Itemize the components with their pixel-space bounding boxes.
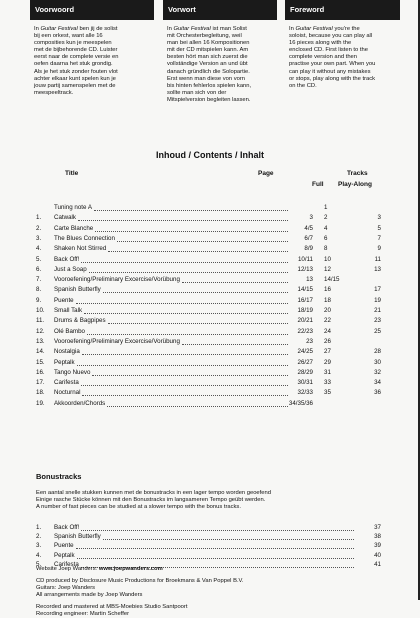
- toc-row: [36, 348, 381, 356]
- row-number: 16.: [36, 368, 45, 376]
- paragraph-line: complete version and then: [289, 54, 357, 61]
- bonus-row: [36, 542, 381, 550]
- row-title: Vooroefening/Preliminary Excercise/Vorübung: [54, 276, 180, 284]
- row-track-full: 26: [324, 337, 331, 345]
- toc-row: [36, 265, 381, 274]
- toc-row: [36, 327, 381, 336]
- row-page: 13: [306, 276, 313, 284]
- toc-title: Inhoud / Contents / Inhalt: [156, 150, 264, 160]
- row-track-playalong: 17: [374, 286, 381, 294]
- col-full-header: Full: [312, 181, 324, 188]
- paragraph-line: composities kun je meespelen: [34, 40, 112, 47]
- dot-leader: [81, 525, 354, 531]
- row-track-full: 8: [324, 245, 328, 253]
- bonus-number: 1.: [36, 524, 42, 531]
- row-track-playalong: 11: [374, 255, 381, 263]
- row-title: Catwalk: [54, 214, 77, 222]
- row-number: 15.: [36, 358, 45, 366]
- row-page: 6/7: [304, 234, 313, 242]
- row-track-playalong: 21: [374, 307, 381, 314]
- row-title: Small Talk: [54, 307, 83, 314]
- dot-leader: [94, 205, 288, 211]
- bonus-number: 2.: [36, 533, 42, 541]
- row-track-full: 2: [324, 214, 328, 222]
- heading-vorwort: Vorwort: [163, 0, 277, 20]
- row-title: Nocturnal: [54, 389, 81, 397]
- row-title: Drums & Bagpipes: [54, 317, 106, 325]
- row-track-playalong: 25: [374, 327, 381, 335]
- bonus-title-text: Carifesta: [54, 560, 79, 568]
- toc-row: [36, 317, 381, 325]
- row-title: Akkoorden/Chords: [54, 399, 106, 407]
- toc-row: [36, 245, 381, 253]
- row-track-full: 16: [324, 286, 331, 294]
- bonus-title-text: Puente: [54, 542, 74, 550]
- row-track-full: 35: [324, 389, 331, 397]
- paragraph-line: [34, 26, 156, 33]
- row-number: 2.: [36, 224, 42, 232]
- row-page: 8/9: [304, 245, 313, 253]
- row-track-playalong: 19: [374, 296, 381, 304]
- row-track-playalong: 30: [374, 358, 381, 366]
- row-page: 34/35/36: [288, 399, 313, 407]
- paragraph-line: danach gründlich die Solopartie.: [167, 68, 250, 75]
- bonus-number: 3.: [36, 542, 42, 550]
- paragraph-line: vollständige Version an und übt: [167, 61, 248, 68]
- dot-leader: [76, 543, 354, 549]
- row-track-playalong: 3: [377, 214, 381, 222]
- row-number: 13.: [36, 337, 45, 345]
- row-number: 10.: [36, 307, 45, 314]
- row-track-playalong: 7: [377, 234, 381, 242]
- paragraph-line: achter elkaar kunt spelen kun je: [34, 75, 116, 82]
- row-number: 12.: [36, 327, 45, 335]
- text-fragment: In: [289, 26, 296, 32]
- vorwort-text: [167, 26, 279, 104]
- bonus-title: Bonustracks: [36, 472, 82, 481]
- paragraph-line: jouw partij samenspelen met de: [34, 82, 116, 89]
- row-title: Back Off!: [54, 255, 80, 263]
- toc-row: [36, 358, 381, 367]
- bonus-track: 38: [374, 533, 381, 541]
- paragraph-line: man bei allen 16 Kompositionen: [167, 40, 250, 47]
- row-title: Carte Blanche: [54, 224, 94, 232]
- toc-row: [36, 286, 381, 294]
- toc-row: [36, 224, 381, 233]
- paragraph-line: enclosed CD. First listen to the: [289, 47, 368, 54]
- toc-row: [36, 379, 381, 387]
- paragraph-line: sollte man sich von der: [167, 89, 227, 96]
- row-number: 18.: [36, 389, 45, 397]
- row-page: 14/15: [297, 286, 313, 294]
- credit-line: Guitars: Joep Wanders: [36, 585, 96, 592]
- toc-row: [36, 276, 356, 284]
- row-track-playalong: 32: [374, 368, 381, 376]
- text-fragment: you're the: [332, 26, 360, 32]
- row-page: 12/13: [297, 265, 313, 273]
- row-track-full: 1: [324, 204, 328, 211]
- row-title: Spanish Butterfly: [54, 286, 101, 294]
- row-number: 5.: [36, 255, 42, 263]
- col-title-header: Title: [65, 170, 79, 177]
- paragraph-line: 16 pieces along with the: [289, 40, 352, 47]
- row-page: 32/33: [297, 389, 313, 397]
- row-number: 14.: [36, 348, 45, 356]
- row-track-playalong: 13: [374, 265, 381, 273]
- paragraph-line: bij een orkest, want alle 16: [34, 33, 103, 40]
- recording-line: Recorded and mastered at MBS-Moebies Studio Santpoort: [36, 604, 188, 610]
- row-page: 3: [309, 214, 313, 222]
- paragraph-line: [289, 26, 404, 33]
- row-track-full: 10: [324, 255, 331, 263]
- row-track-playalong: 5: [377, 224, 381, 232]
- row-title: Olé Bambo: [54, 327, 85, 335]
- row-title: Tuning note A: [54, 204, 92, 211]
- website-line: [36, 566, 163, 573]
- bonus-track: 40: [374, 551, 381, 559]
- row-track-playalong: 23: [374, 317, 381, 325]
- paragraph-line: met de bijbehorende CD. Luister: [34, 47, 118, 54]
- row-number: 4.: [36, 245, 42, 253]
- paragraph-line: bis hinten fehlerlos spielen kann,: [167, 82, 252, 89]
- row-page: 24/25: [297, 348, 313, 356]
- paragraph-line: Mitspielversion begleiten lassen.: [167, 96, 251, 103]
- text-fragment: In: [34, 26, 41, 32]
- row-track-playalong: 34: [374, 379, 381, 387]
- paragraph-line: mit der CD mitspielen kann. Am: [167, 47, 249, 54]
- recording-credits: [36, 604, 187, 618]
- row-title: Puente: [54, 296, 74, 304]
- bonus-desc-de: Einige rasche Stücke können mit den Bonustracks im langsameren Tempo geübt werden.: [36, 497, 266, 503]
- row-number: 6.: [36, 265, 42, 273]
- row-track-playalong: 9: [377, 245, 381, 253]
- row-track-full: 14/15: [324, 276, 340, 284]
- row-track-playalong: 36: [374, 389, 381, 397]
- bonus-track: 37: [374, 524, 381, 531]
- row-number: 17.: [36, 379, 45, 387]
- bonus-row: [36, 551, 381, 560]
- toc-row: [36, 214, 381, 222]
- paragraph-line: Erst wenn man diese von vorn: [167, 75, 245, 82]
- paragraph-line: can play it without any mistakes: [289, 68, 371, 75]
- website-label: Website Joep Wanders:: [36, 566, 99, 572]
- row-page: 22/23: [297, 327, 313, 335]
- credit-line: CD produced by Disclosure Music Productions for Broekmans & Van Poppel B.V.: [36, 578, 244, 584]
- text-fragment: In: [167, 26, 174, 32]
- row-title: Just a Soap: [54, 265, 87, 273]
- bonus-title-text: Peptalk: [54, 551, 75, 559]
- bonus-desc-en: A number of fast pieces can be studied at a slower tempo with the bonus tracks.: [36, 504, 241, 510]
- text-fragment: ben jij de solist: [77, 26, 118, 32]
- toc-row: [36, 338, 356, 346]
- row-track-full: 24: [324, 327, 331, 335]
- row-track-full: 20: [324, 307, 331, 314]
- row-title: Shaken Not Stirred: [54, 245, 107, 253]
- row-page: 20/21: [297, 317, 313, 325]
- toc-row: [36, 400, 356, 408]
- toc-row: [36, 296, 381, 305]
- row-title: Nostalgia: [54, 348, 80, 356]
- col-playalong-header: Play-Along: [338, 181, 372, 188]
- text-fragment: ist man Solist: [210, 26, 247, 32]
- row-track-full: 22: [324, 317, 331, 325]
- row-track-full: 18: [324, 296, 331, 304]
- row-number: 11.: [36, 317, 45, 325]
- dot-leader: [77, 553, 354, 559]
- credit-line: All arrangements made by Joep Wanders: [36, 592, 143, 599]
- row-page: 18/19: [297, 307, 313, 314]
- book-title: Guitar Festival: [173, 26, 211, 32]
- credits: [36, 578, 244, 599]
- row-track-full: 31: [324, 368, 331, 376]
- website-link[interactable]: www.joepwanders.com: [98, 566, 163, 572]
- paragraph-line: on the CD.: [289, 82, 317, 89]
- paragraph-line: meespeeltrack.: [34, 89, 74, 96]
- bonus-row: [36, 533, 381, 541]
- row-title: Tango Nuevo: [54, 368, 91, 376]
- row-page: 10/11: [297, 255, 313, 263]
- bonus-desc-nl: Een aantal snelle stukken kunnen met de bonustracks in een lager tempo worden geoefend: [36, 490, 271, 496]
- row-page: 30/31: [297, 379, 313, 387]
- row-track-full: 12: [324, 265, 331, 273]
- row-title: Vooroefening/Preliminary Excercise/Vorübung: [54, 337, 180, 345]
- foreword-text: [289, 26, 404, 90]
- row-number: 8.: [36, 286, 42, 294]
- paragraph-line: besten hört man sich zuerst die: [167, 54, 248, 61]
- toc-row: [36, 307, 381, 315]
- dot-leader: [103, 534, 354, 540]
- col-tracks-header: Tracks: [347, 170, 368, 177]
- bonus-track: 39: [374, 542, 381, 550]
- book-title: Guitar Festival: [295, 26, 333, 32]
- row-page: 23: [306, 337, 313, 345]
- toc-row: [36, 204, 356, 212]
- row-number: 9.: [36, 296, 42, 304]
- heading-voorwoord: Voorwoord: [30, 0, 154, 20]
- row-title: Peptalk: [54, 358, 75, 366]
- book-title: Guitar Festival: [40, 26, 78, 32]
- col-page-header: Page: [258, 170, 274, 177]
- row-number: 3.: [36, 234, 42, 242]
- row-track-playalong: 28: [374, 348, 381, 356]
- paragraph-line: eerst naar de complete versie en: [34, 54, 119, 61]
- row-title: The Blues Connection: [54, 234, 115, 242]
- row-number: 19.: [36, 399, 45, 407]
- row-track-full: 27: [324, 348, 331, 356]
- voorwoord-text: [34, 26, 156, 97]
- row-page: 28/29: [297, 368, 313, 376]
- paragraph-line: mit Orchesterbegleitung, weil: [167, 33, 242, 40]
- toc-row: [36, 368, 381, 377]
- bonus-title-text: Back Off!: [54, 524, 80, 531]
- row-track-full: 4: [324, 224, 328, 232]
- row-title: Carifesta: [54, 379, 79, 387]
- paragraph-line: or stops, play along with the track: [289, 75, 376, 82]
- row-page: 26/27: [297, 358, 313, 366]
- toc-row: [36, 234, 381, 243]
- row-number: 7.: [36, 276, 42, 284]
- heading-foreword: Foreword: [285, 0, 400, 20]
- toc-row: [36, 389, 381, 397]
- bonus-title-text: Spanish Butterfly: [54, 533, 101, 541]
- paragraph-line: soloist, because you can play all: [289, 33, 373, 40]
- bonus-row: [36, 524, 381, 532]
- recording-line: Recording engineer: Martin Scheffer: [36, 611, 130, 618]
- row-track-full: 29: [324, 358, 331, 366]
- row-number: 1.: [36, 214, 42, 222]
- row-track-full: 33: [324, 379, 331, 387]
- row-track-full: 6: [324, 234, 328, 242]
- paragraph-line: Als je het stuk zonder fouten vlot: [34, 68, 118, 75]
- bonus-number: 5.: [36, 560, 42, 568]
- bonus-number: 4.: [36, 551, 42, 559]
- row-page: 16/17: [297, 296, 313, 304]
- row-page: 4/5: [304, 224, 313, 232]
- bonus-track: 41: [374, 560, 381, 568]
- paragraph-line: [167, 26, 279, 33]
- paragraph-line: practise your own part. When you: [289, 61, 376, 68]
- paragraph-line: oefen daarna het stuk grondig.: [34, 61, 113, 68]
- toc-row: [36, 255, 381, 264]
